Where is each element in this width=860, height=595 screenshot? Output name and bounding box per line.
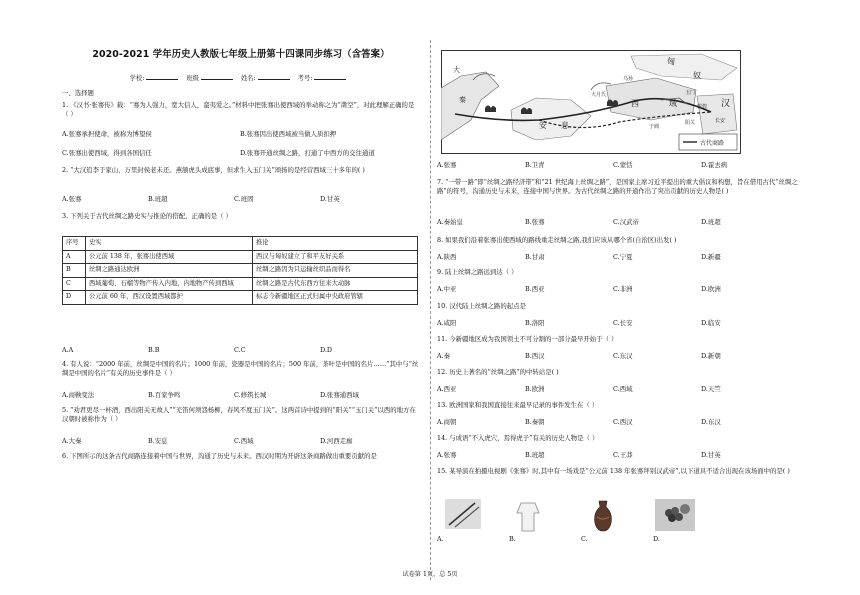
question-2: 2. “大汉追李于家山，万里封侯老未还。燕颔虎头成底事，但求生入玉门关”颂扬的是经营西域三十多年的( ) xyxy=(62,166,365,174)
map-label-yangguan: 阳关 xyxy=(685,120,696,126)
q10-option-b[interactable]: B.洛阳 xyxy=(525,319,545,327)
q1-options-row2 xyxy=(62,149,420,158)
q7-option-d[interactable]: D.班超 xyxy=(701,218,721,226)
class-blank[interactable] xyxy=(201,73,233,80)
vase-image xyxy=(591,499,615,533)
q1-option-c[interactable]: C.张骞出使西域，得到各国信任 xyxy=(62,149,152,157)
table-row xyxy=(63,264,418,278)
table-cell: B xyxy=(63,264,86,278)
q15-option-d[interactable]: D. xyxy=(653,535,660,543)
q15-option-c[interactable]: C. xyxy=(581,535,588,543)
q8-options xyxy=(437,253,805,262)
q14-option-c[interactable]: C.王莽 xyxy=(613,451,633,459)
q11-option-a[interactable]: A.秦 xyxy=(437,352,451,360)
q13-option-d[interactable]: D.东汉 xyxy=(701,418,721,426)
table-row xyxy=(63,277,418,291)
q8-option-b[interactable]: B.甘肃 xyxy=(525,253,545,261)
q5-option-c[interactable]: C.西域 xyxy=(234,437,254,445)
table-header-row xyxy=(63,237,418,251)
q12-option-b[interactable]: B.欧洲 xyxy=(525,385,545,393)
q3-option-b[interactable]: B.B xyxy=(148,346,160,354)
page-title: 2020-2021 学年历史人教版七年级上册第十四课同步练习（含答案） xyxy=(92,49,390,60)
table-cell: C xyxy=(63,277,86,291)
section-heading: 一、选择题 xyxy=(62,89,94,97)
q14-options xyxy=(437,451,805,460)
map-label-yu: 域 xyxy=(669,99,677,108)
table-cell: 丝绸之路是古代东西方往来大动脉 xyxy=(253,277,418,291)
q2-options xyxy=(62,195,420,204)
question-15: 15. 某导演在拍摄电视剧《张骞》时,其中有一场戏是“公元前 138 年张骞拜别汉武帝”,以下道具不适合出现在该场面中的是( ) xyxy=(437,467,790,475)
map-label-xi: 息 xyxy=(561,121,569,130)
q9-option-d[interactable]: D.欧洲 xyxy=(701,285,721,293)
q3-options xyxy=(62,346,420,355)
map-label-yutian: 于阗 xyxy=(649,124,660,130)
question-8: 8. 如果我们沿着张骞出使西域的路线重走丝绸之路,我们应该从哪个省(自治区)出发( ) xyxy=(437,236,677,244)
q1-option-b[interactable]: B.张骞因出使西域被当做人质扣押 xyxy=(240,130,337,138)
q12-option-a[interactable]: A.西亚 xyxy=(437,385,457,393)
q3-option-c[interactable]: C.C xyxy=(234,346,246,354)
map-label-changan: 长安 xyxy=(715,118,726,124)
class-label: 班级 xyxy=(186,75,199,82)
map-label-an: 安 xyxy=(539,121,547,130)
map-label-qin: 秦 xyxy=(459,96,466,104)
question-5: 5. “劝君更尽一杯酒，西出阳关无故人”“羌笛何须怨杨柳，春风不度玉门关”。这两首诗中提到的“阳关”“玉门关”以西的地方在汉朝时被称作为（ ） xyxy=(62,406,416,423)
table-cell: 公元前 60 年，西汉设置西域都护 xyxy=(86,291,253,305)
q7-option-c[interactable]: C.汉武帝 xyxy=(613,218,639,226)
q7-options xyxy=(437,218,805,227)
map-label-han: 汉 xyxy=(721,99,731,109)
table-cell: A xyxy=(63,250,86,264)
q11-option-d[interactable]: D.新朝 xyxy=(701,352,721,360)
table-cell: 丝绸之路因为只运输丝织品而得名 xyxy=(253,264,418,278)
q7-option-b[interactable]: B.张骞 xyxy=(525,218,545,226)
question-3: 3. 下列关于古代丝绸之路史实与推论的搭配，正确的是（ ） xyxy=(62,212,232,220)
table-cell: 丝绸之路通达欧洲 xyxy=(86,264,253,278)
name-label: 姓名: xyxy=(240,75,256,82)
q10-option-a[interactable]: A.咸阳 xyxy=(437,319,457,327)
table-row xyxy=(63,291,418,305)
question-10: 10. 汉代陆上丝绸之路的起点是 xyxy=(437,302,526,310)
q4-option-c[interactable]: C.修筑长城 xyxy=(234,391,267,399)
q8-option-c[interactable]: C.宁夏 xyxy=(613,253,633,261)
q15-options xyxy=(437,535,805,544)
q4-option-a[interactable]: A.商鞅变法 xyxy=(62,391,95,399)
q9-options xyxy=(437,285,805,294)
q2-option-c[interactable]: C.班固 xyxy=(234,195,254,203)
q15-option-b[interactable]: B. xyxy=(509,535,516,543)
q8-option-d[interactable]: D.新疆 xyxy=(701,253,721,261)
q13-option-c[interactable]: C.西汉 xyxy=(613,418,633,426)
q9-option-b[interactable]: B.西亚 xyxy=(525,285,545,293)
table-cell: 西汉与匈奴建立了和平友好关系 xyxy=(253,250,418,264)
student-info xyxy=(62,73,420,84)
grapes-image xyxy=(655,499,695,531)
q2-option-a[interactable]: A.张骞 xyxy=(62,195,82,203)
q10-option-d[interactable]: D.临安 xyxy=(701,319,721,327)
q1-options-row1 xyxy=(62,130,420,139)
map-label-xiong: 匈 xyxy=(667,57,675,66)
question-4: 4. 有人说：“2000 年前，丝绸是中国的名片；1000 年前，瓷器是中国的名片；500 年前，茶叶是中国的名片……”其中与“丝绸是中国的名片”有关的历史事件是（ ） xyxy=(62,360,419,377)
q13-options xyxy=(437,418,805,427)
question-12: 12. 历史上著名的“丝绸之路”的中转站是( ) xyxy=(437,368,559,376)
question-1: 1. 《汉书·张骞传》载：“骞为人强力，宽大信人，蛮夷爱之。”材料中把张骞出使西域的举动称之为“凿空”，对此理解正确的是（ ） xyxy=(62,101,415,118)
q2-option-b[interactable]: B.班超 xyxy=(148,195,168,203)
silk-road-map xyxy=(441,50,741,154)
table-header-cell: 序号 xyxy=(63,237,86,251)
q9-option-a[interactable]: A.中亚 xyxy=(437,285,457,293)
q5-option-a[interactable]: A.大秦 xyxy=(62,437,82,445)
q5-option-d[interactable]: D.河西走廊 xyxy=(320,437,353,445)
q1-option-d[interactable]: D.张骞开通丝绸之路，打通了中西方的交往通道 xyxy=(240,149,375,157)
question-6: 6. 下图所示的这条古代商路连接着中国与世界，沟通了历史与未来。西汉时期为开辟这条商路做出重要贡献的是 xyxy=(62,452,377,460)
q8-option-a[interactable]: A.陕西 xyxy=(437,253,457,261)
number-blank[interactable] xyxy=(314,73,346,80)
q12-option-d[interactable]: D.天竺 xyxy=(701,385,721,393)
question-9: 9. 陆上丝绸之路远到达（ ） xyxy=(437,268,518,276)
q6-option-a[interactable]: A.张骞 xyxy=(437,161,457,169)
q15-option-a[interactable]: A. xyxy=(437,535,444,543)
map-label-da: 大 xyxy=(453,66,460,74)
q11-option-c[interactable]: C.东汉 xyxy=(613,352,633,360)
right-column xyxy=(437,0,805,595)
question-13: 13. 欧洲国家和我国直接往来最早记录的事件发生在（ ） xyxy=(437,401,599,409)
map-label-wusun: 乌孙 xyxy=(623,76,634,82)
question-11: 11. 今新疆地区成为我国领土不可分割的一部分最早开始于（ ） xyxy=(437,335,618,343)
page-footer: 试卷第 1页，总 5页 xyxy=(402,571,458,578)
q12-options xyxy=(437,385,805,394)
table-cell: 公元前 138 年，张骞出使西域 xyxy=(86,250,253,264)
name-blank[interactable] xyxy=(258,73,290,80)
q14-option-d[interactable]: D.甘英 xyxy=(701,451,721,459)
q12-option-c[interactable]: C.西域 xyxy=(613,385,633,393)
q3-option-d[interactable]: D.D xyxy=(320,346,333,354)
map-legend-label: 古代商路 xyxy=(700,140,725,147)
map-label-nu: 奴 xyxy=(693,71,701,80)
table-cell: 西域葡萄、石榴等物产传入内地，内地物产传到西域 xyxy=(86,277,253,291)
q6-options xyxy=(437,161,805,170)
q6-option-d[interactable]: D.霍去病 xyxy=(701,161,728,169)
q4-options xyxy=(62,391,420,400)
question-7: 7. “一带一路”即“丝绸之路经济带”和“21 世纪海上丝绸之路”，是国家主席习近平提出的重大倡议和构想，旨在借用古代“丝绸之路”的符号，沟通历史与未来，连接中国与世界。为古代丝绸之路的开通作出了突出贡献的历史人物是( ) xyxy=(437,178,798,195)
map-label-dunhuang: 敦煌 xyxy=(697,104,708,110)
q14-option-a[interactable]: A.张骞 xyxy=(437,451,457,459)
q11-option-b[interactable]: B.西汉 xyxy=(525,352,545,360)
column-divider xyxy=(430,40,431,580)
q1-option-a[interactable]: A.张骞承担使命，被称为博望侯 xyxy=(62,130,152,138)
robe-image xyxy=(515,499,541,533)
q10-options xyxy=(437,319,805,328)
table-header-cell: 史实 xyxy=(86,237,253,251)
left-column xyxy=(62,0,420,595)
q4-option-d[interactable]: D.张骞通西域 xyxy=(320,391,359,399)
question-14: 14. 与成语“不入虎穴，焉得虎子”有关的历史人物是（ ） xyxy=(437,434,599,442)
sword-image xyxy=(445,499,481,529)
school-label: 学校: xyxy=(129,75,145,82)
table-cell: 标志今新疆地区正式归属中央政府管辖 xyxy=(253,291,418,305)
table-row xyxy=(63,250,418,264)
map-label-dayuezhi: 大月氏 xyxy=(591,92,607,98)
table-header-cell: 推论 xyxy=(253,237,418,251)
q2-option-d[interactable]: D.甘英 xyxy=(320,195,340,203)
q13-option-b[interactable]: B.秦朝 xyxy=(525,418,545,426)
q7-option-a[interactable]: A.秦始皇 xyxy=(437,218,463,226)
history-table xyxy=(62,236,418,305)
q13-option-a[interactable]: A.商朝 xyxy=(437,418,457,426)
q11-options xyxy=(437,352,805,361)
map-legend xyxy=(679,134,737,150)
q4-option-b[interactable]: B.百家争鸣 xyxy=(148,391,181,399)
q3-option-a[interactable]: A.A xyxy=(62,346,74,354)
q10-option-c[interactable]: C.长安 xyxy=(613,319,633,327)
q5-option-b[interactable]: B.安息 xyxy=(148,437,168,445)
q6-option-b[interactable]: B.卫青 xyxy=(525,161,545,169)
map-label-xi-region: 西 xyxy=(631,99,639,108)
school-blank[interactable] xyxy=(146,73,178,80)
table-cell: D xyxy=(63,291,86,305)
number-label: 考号: xyxy=(297,75,313,82)
map-label-yumen: 玉门 xyxy=(685,90,696,96)
q5-options xyxy=(62,437,420,446)
q6-option-c[interactable]: C.蒙恬 xyxy=(613,161,633,169)
q9-option-c[interactable]: C.非洲 xyxy=(613,285,633,293)
q14-option-b[interactable]: B.班超 xyxy=(525,451,545,459)
